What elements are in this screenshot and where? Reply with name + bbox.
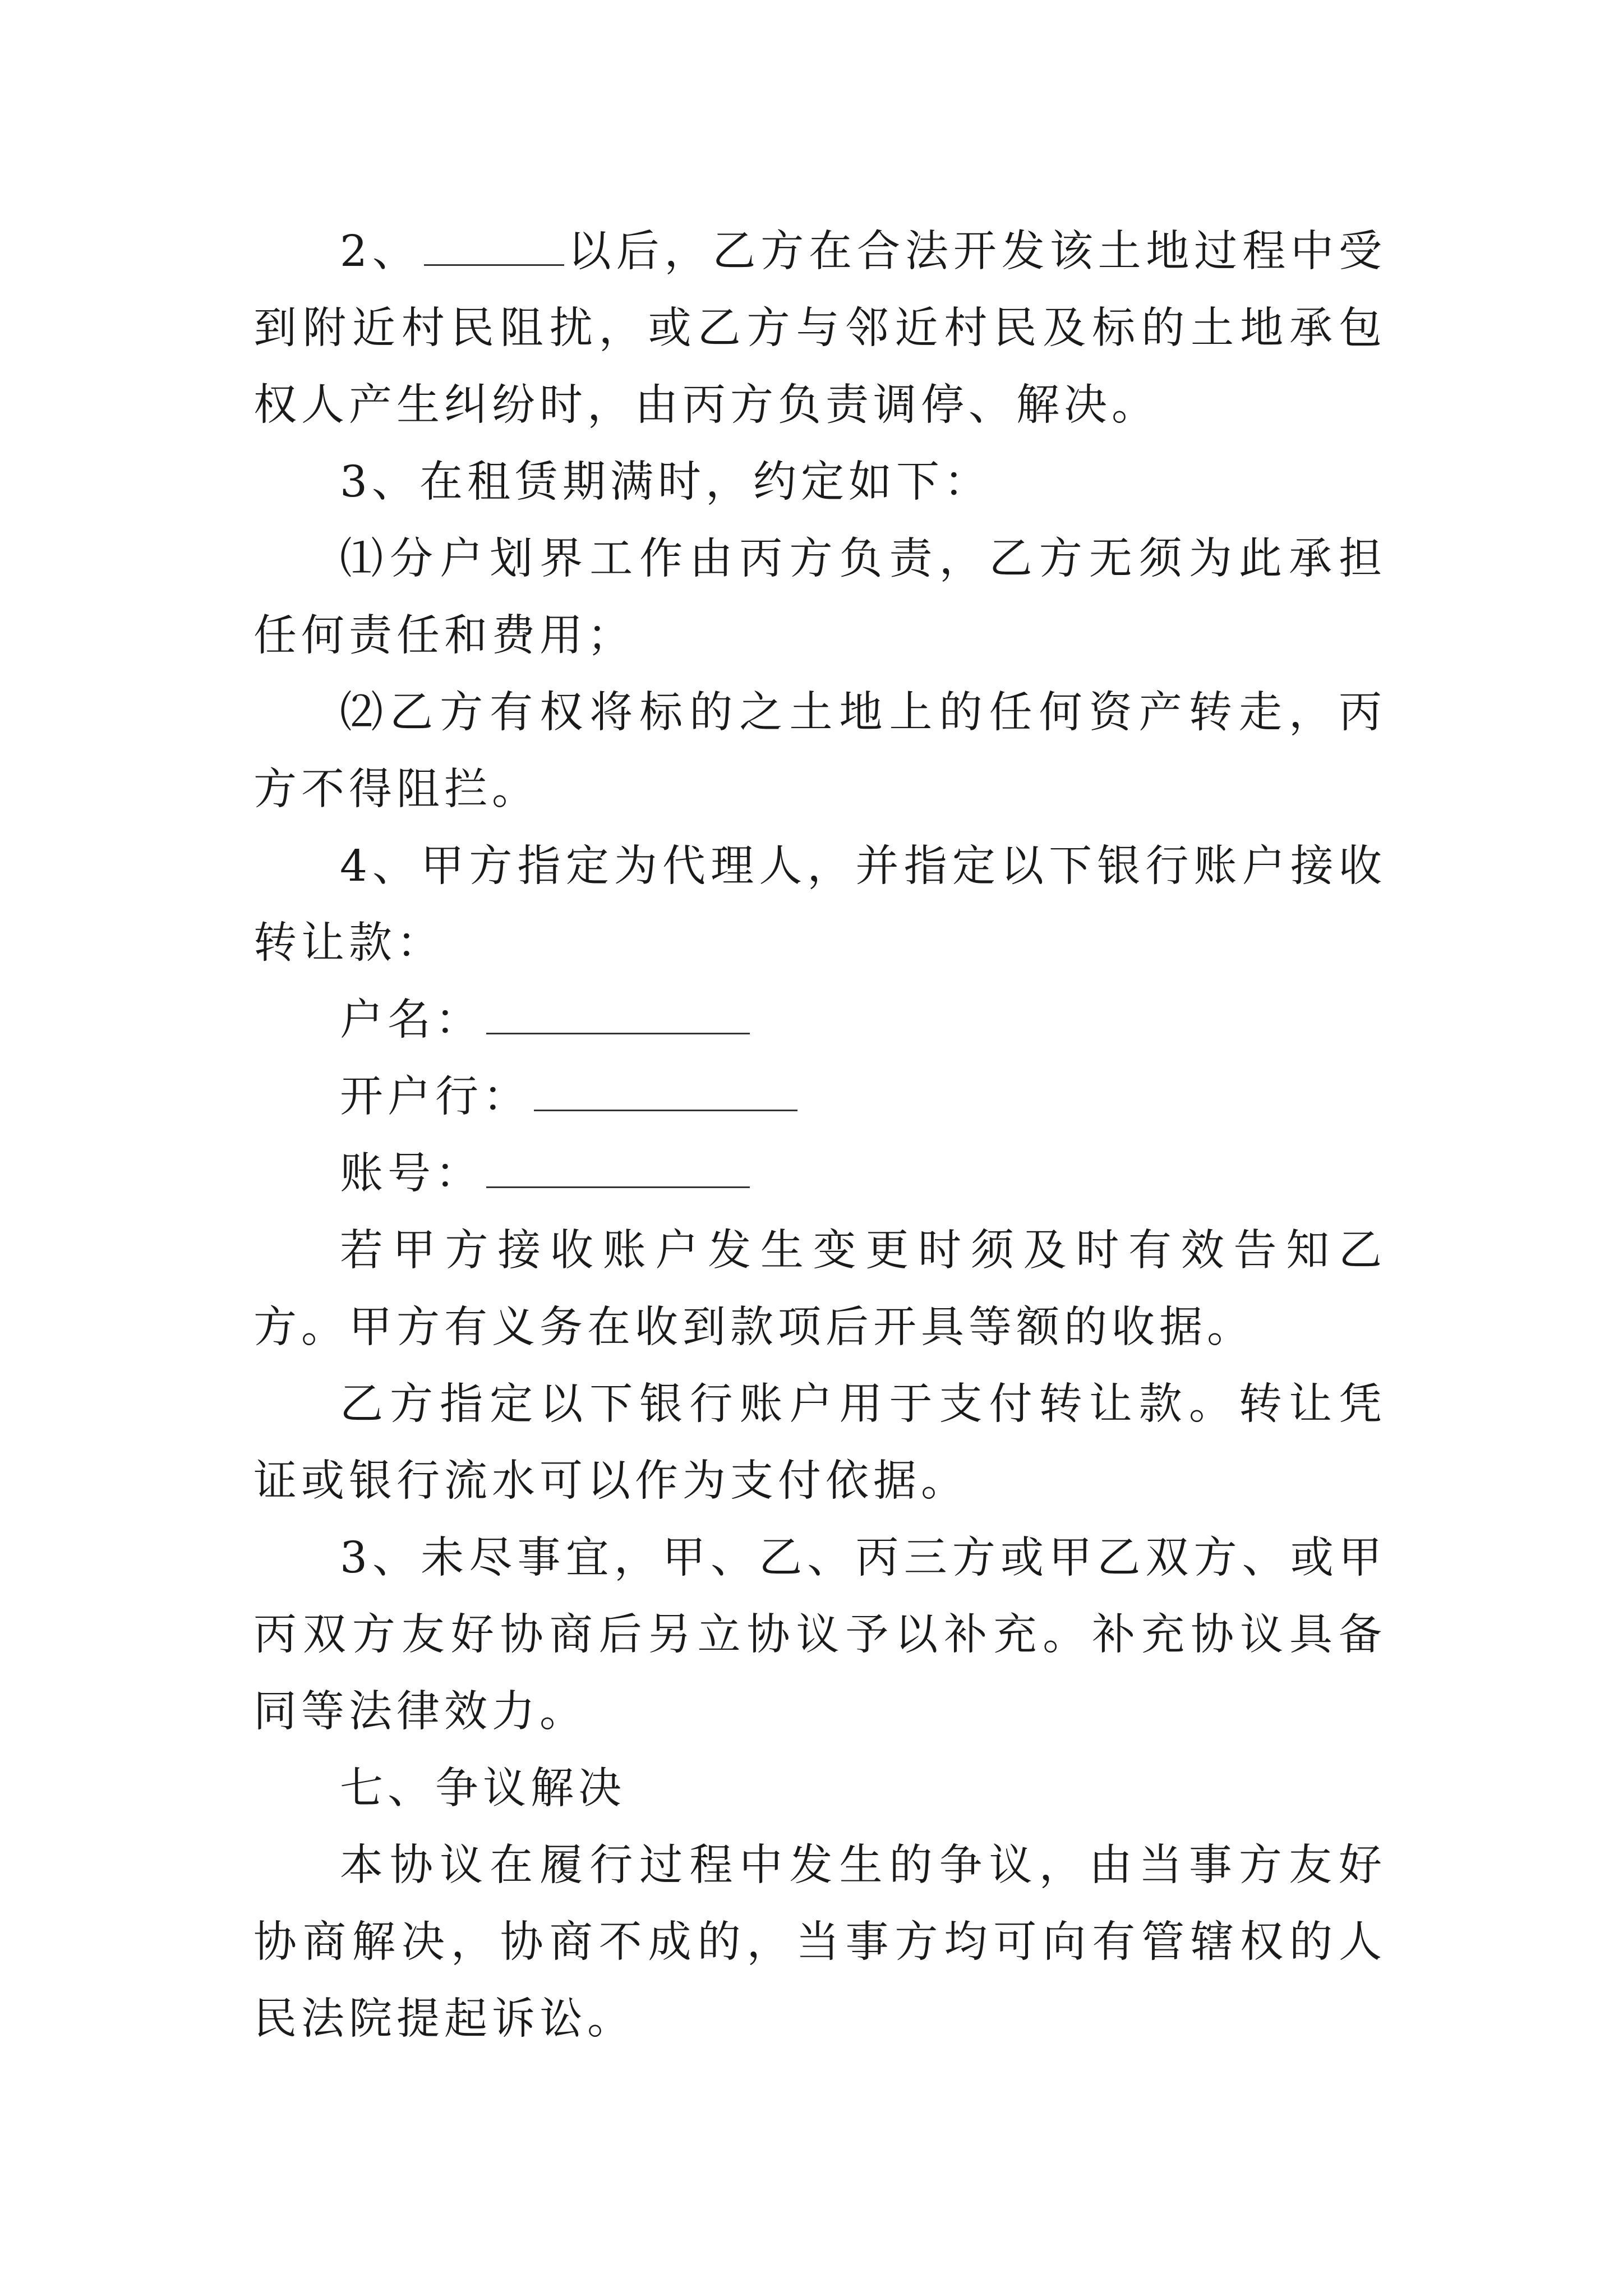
clause-4-paragraph: 4、甲方指定为代理人，并指定以下银行账户接收转让款： <box>253 841 1386 968</box>
document-body <box>253 213 1386 2058</box>
account-name-field <box>253 982 1386 1059</box>
account-name-blank-line <box>486 992 750 1034</box>
supplement-paragraph: 3、未尽事宜，甲、乙、丙三方或甲乙双方、或甲丙双方友好协商后另立协议予以补充。补充协议具备同等法律效力。 <box>253 1533 1386 1737</box>
payment-account-paragraph: 乙方指定以下银行账户用于支付转让款。转让凭证或银行流水可以作为支付依据。 <box>253 1379 1386 1506</box>
account-change-paragraph: 若甲方接收账户发生变更时须及时有效告知乙方。甲方有义务在收到款项后开具等额的收据。 <box>253 1226 1386 1352</box>
bank-name-blank-line <box>534 1069 797 1111</box>
clause-2-text: 以后，乙方在合法开发该土地过程中受到附近村民阻扰，或乙方与邻近村民及标的土地承包权人产生纠纷时，由丙方负责调停、解决。 <box>253 227 1386 430</box>
account-number-blank-line <box>486 1145 750 1188</box>
section-7-heading: 七、争议解决 <box>340 1764 626 1814</box>
account-number-field <box>253 1135 1386 1212</box>
bank-name-label: 开户行： <box>340 1072 531 1122</box>
account-name-label: 户名： <box>340 995 483 1045</box>
item-2-paragraph: ⑵乙方有权将标的之土地上的任何资产转走，丙方不得阻拦。 <box>253 688 1386 815</box>
clause-2-prefix: 2、 <box>340 227 421 277</box>
item-1-paragraph: ⑴分户划界工作由丙方负责，乙方无须为此承担任何责任和费用； <box>253 534 1386 661</box>
account-number-label: 账号： <box>340 1149 483 1199</box>
clause-2-blank-line <box>424 223 564 266</box>
clause-3-paragraph: 3、在租赁期满时，约定如下： <box>340 457 992 507</box>
clause-2-paragraph <box>253 213 1386 444</box>
dispute-paragraph: 本协议在履行过程中发生的争议，由当事方友好协商解决，协商不成的，当事方均可向有管辖权的人民法院提起诉讼。 <box>253 1841 1386 2044</box>
bank-name-field <box>253 1059 1386 1135</box>
